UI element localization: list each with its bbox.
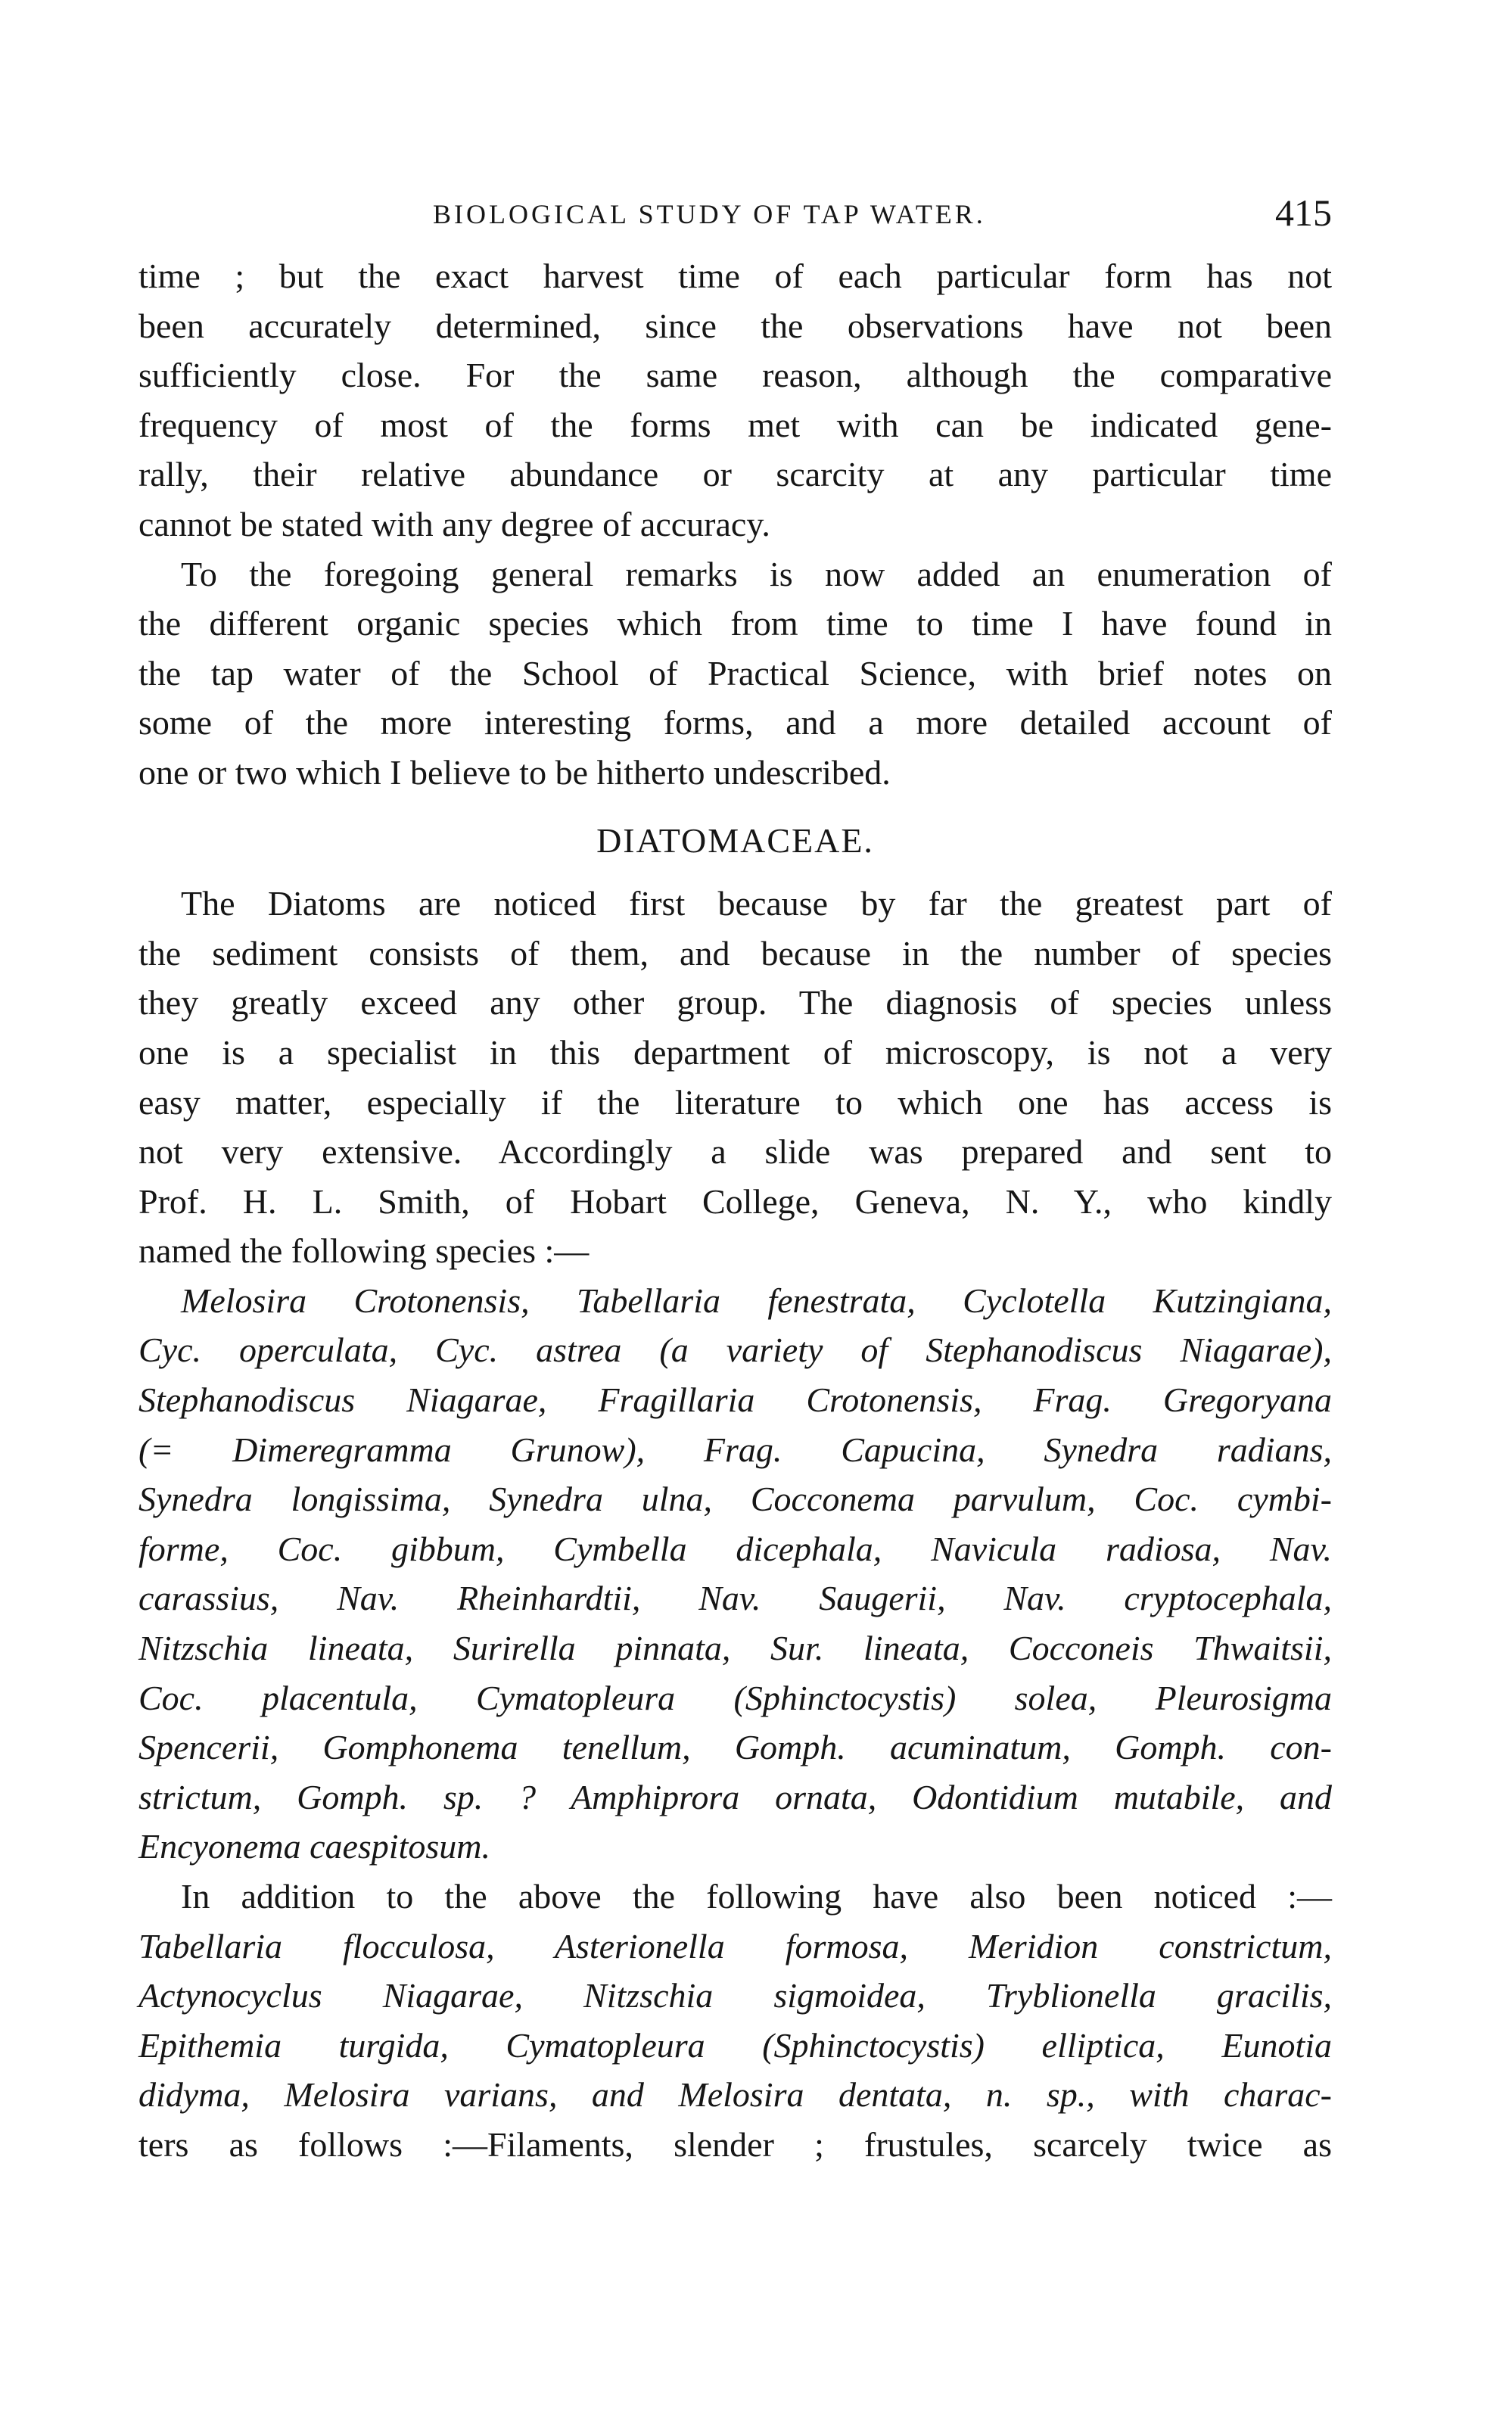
species-line: Epithemia turgida, Cymatopleura (Sphinctocystis) elliptica, Eunotia bbox=[138, 2025, 1332, 2065]
text-line: not very extensive. Accordingly a slide was prepared and sent to bbox=[138, 1132, 1332, 1172]
text-line: In addition to the above the following have also been noticed :— bbox=[181, 1877, 1332, 1916]
species-line: Tabellaria flocculosa, Asterionella formosa, Meridion constrictum, bbox=[138, 1926, 1332, 1965]
species-line: Encyonema caespitosum. bbox=[138, 1827, 490, 1866]
text-line: the tap water of the School of Practical Science, with brief notes on bbox=[138, 653, 1332, 693]
text-line: they greatly exceed any other group. The diagnosis of species unless bbox=[138, 983, 1332, 1022]
species-line: carassius, Nav. Rheinhardtii, Nav. Saugerii, Nav. cryptocephala, bbox=[138, 1579, 1332, 1618]
text-line: one is a specialist in this department of microscopy, is not a very bbox=[138, 1032, 1332, 1072]
running-head bbox=[136, 191, 1332, 244]
page-number: 415 bbox=[1275, 191, 1332, 234]
text-line: sufficiently close. For the same reason, although the comparative bbox=[138, 356, 1332, 395]
species-line: Stephanodiscus Niagarae, Fragillaria Crotonensis, Frag. Gregoryana bbox=[138, 1380, 1332, 1420]
species-line: forme, Coc. gibbum, Cymbella dicephala, Navicula radiosa, Nav. bbox=[138, 1529, 1332, 1568]
species-line: Melosira Crotonensis, Tabellaria fenestrata, Cyclotella Kutzingiana, bbox=[181, 1281, 1332, 1320]
text-line: the sediment consists of them, and because in the number of species bbox=[138, 933, 1332, 973]
section-heading: DIATOMACEAE. bbox=[596, 820, 874, 860]
species-line: Nitzschia lineata, Surirella pinnata, Sur. lineata, Cocconeis Thwaitsii, bbox=[138, 1629, 1332, 1668]
text-line: some of the more interesting forms, and a more detailed account of bbox=[138, 703, 1332, 742]
species-line: Cyc. operculata, Cyc. astrea (a variety of Stephanodiscus Niagarae), bbox=[138, 1331, 1332, 1370]
text-line: rally, their relative abundance or scarcity at any particular time bbox=[138, 455, 1332, 494]
running-title: BIOLOGICAL STUDY OF TAP WATER. bbox=[433, 199, 986, 229]
species-line: (= Dimeregramma Grunow), Frag. Capucina, Synedra radians, bbox=[138, 1430, 1332, 1469]
text-line: frequency of most of the forms met with can be indicated gene- bbox=[138, 405, 1332, 444]
text-line: been accurately determined, since the observations have not been bbox=[138, 306, 1332, 345]
text-line: named the following species :— bbox=[138, 1231, 590, 1271]
species-line: Synedra longissima, Synedra ulna, Cocconema parvulum, Coc. cymbi- bbox=[138, 1480, 1332, 1519]
text-line: ters as follows :—Filaments, slender ; frustules, scarcely twice as bbox=[138, 2124, 1332, 2164]
text-line: time ; but the exact harvest time of each particular form has not bbox=[138, 257, 1332, 295]
species-line: Coc. placentula, Cymatopleura (Sphinctocystis) solea, Pleurosigma bbox=[138, 1678, 1332, 1717]
text-line: the different organic species which from time to time I have found in bbox=[138, 604, 1332, 643]
text-line: The Diatoms are noticed first because by far the greatest part of bbox=[181, 884, 1332, 923]
text-line: cannot be stated with any degree of accuracy. bbox=[138, 504, 770, 543]
species-line: Spencerii, Gomphonema tenellum, Gomph. acuminatum, Gomph. con- bbox=[138, 1728, 1332, 1767]
species-line: didyma, Melosira varians, and Melosira dentata, n. sp., with charac- bbox=[138, 2075, 1332, 2115]
text-line: easy matter, especially if the literature to which one has access is bbox=[138, 1082, 1332, 1122]
body-text bbox=[138, 251, 1332, 2170]
text-line: To the foregoing general remarks is now added an enumeration of bbox=[181, 554, 1332, 593]
text-line: Prof. H. L. Smith, of Hobart College, Geneva, N. Y., who kindly bbox=[138, 1181, 1332, 1221]
text-line: one or two which I believe to be hitherto undescribed. bbox=[138, 752, 891, 792]
species-line: strictum, Gomph. sp. ? Amphiprora ornata, Odontidium mutabile, and bbox=[138, 1777, 1332, 1816]
species-line: Actynocyclus Niagarae, Nitzschia sigmoidea, Tryblionella gracilis, bbox=[138, 1976, 1332, 2015]
